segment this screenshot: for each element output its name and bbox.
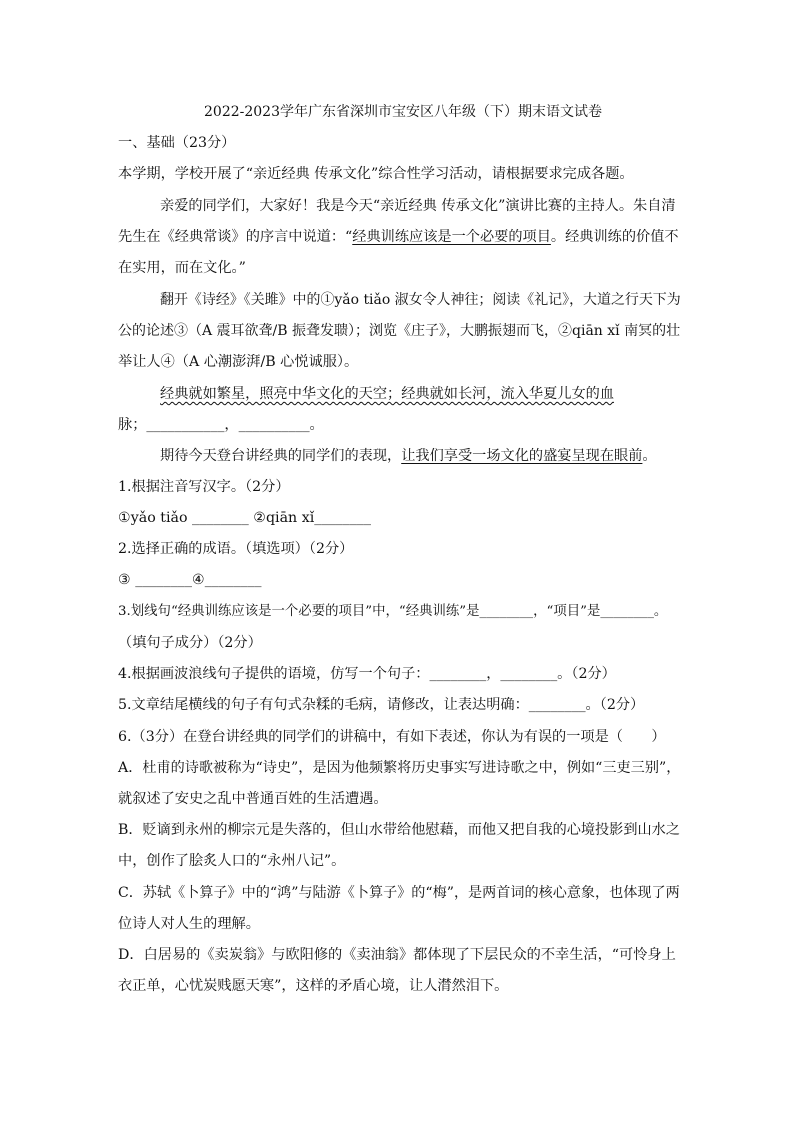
passage-text: 。 [642,448,657,464]
question-1-blanks: ①yǎo tiǎo ________ ②qiān xǐ________ [118,510,371,526]
underlined-sentence: 让我们享受一场文化的盛宴呈现在眼前 [401,448,643,464]
question-3-line2: （填句子成分）（2分） [118,635,262,651]
passage-p3-line2: 脉；___________，__________。 [118,417,324,433]
option-d-line1: D．白居易的《卖炭翁》与欧阳修的《卖油翁》都体现了下层民众的不幸生活，“可怜身上 [118,947,676,963]
passage-p1-line2 [118,227,679,247]
passage-p2-line2: 公的论述③（A 震耳欲聋/B 振聋发聩）；浏览《庄子》，大鹏振翅而飞，②qiān xǐ 南冥的壮 [118,323,681,339]
wavy-underlined-sentence: 经典就如繁星，照亮中华文化的天空；经典就如长河，流入华夏儿女的血 [160,386,615,402]
passage-p1-line1: 亲爱的同学们，大家好！我是今天“亲近经典 传承文化”演讲比赛的主持人。朱自清 [160,198,676,214]
option-d-line2: 衣正单，心忧炭贱愿天寒”，这样的矛盾心境，让人潸然泪下。 [118,978,509,994]
question-4: 4.根据画波浪线句子提供的语境，仿写一个句子：________，________。（2分） [118,666,616,682]
option-c-line1: C．苏轼《卜算子》中的“鸿”与陆游《卜算子》的“梅”，是两首词的核心意象，也体现了两 [118,885,680,901]
passage-p3-line1 [160,384,614,404]
exam-title: 2022-2023学年广东省深圳市宝安区八年级（下）期末语文试卷 [204,104,602,120]
passage-text: 。经典训练的价值不 [550,229,679,245]
section-heading: 一、基础（23分） [118,135,236,151]
question-2: 2.选择正确的成语。（填选项）（2分） [118,541,354,557]
question-2-blanks: ③ ________④________ [118,572,262,588]
passage-p4-line1 [160,446,657,466]
passage-p2-line3: 举让人④（A 心潮澎湃/B 心悦诚服）。 [118,354,359,370]
passage-p1-line3: 在实用，而在文化。” [118,260,246,276]
option-c-line2: 位诗人对人生的理解。 [118,916,260,932]
question-6: 6.（3分）在登台讲经典的同学们的讲稿中，有如下表述，你认为有误的一项是（ ） [118,729,666,745]
passage-text: 先生在《经典常谈》的序言中说道：“ [118,229,353,245]
question-5: 5.文章结尾横线的句子有句式杂糅的毛病，请修改，让表达明确：________。（2分） [118,697,645,713]
option-a-line2: 就叙述了安史之乱中普通百姓的生活遭遇。 [118,791,388,807]
question-1: 1.根据注音写汉字。（2分） [118,479,290,495]
option-b-line2: 中，创作了脍炙人口的“永州八记”。 [118,853,346,869]
intro-text: 本学期，学校开展了“亲近经典 传承文化”综合性学习活动，请根据要求完成各题。 [118,166,634,182]
passage-p2-line1: 翻开《诗经》《关雎》中的①yǎo tiǎo 淑女令人神往；阅读《礼记》，大道之行天下为 [160,292,681,308]
option-a-line1: A．杜甫的诗歌被称为“诗史”，是因为他频繁将历史事实写进诗歌之中，例如“三吏三别”， [118,760,681,776]
passage-text: 期待今天登台讲经典的同学们的表现， [160,448,402,464]
underlined-sentence: 经典训练应该是一个必要的项目 [352,229,551,245]
question-3-line1: 3.划线句“经典训练应该是一个必要的项目”中，“经典训练”是________，“项目”是________。 [118,604,668,619]
option-b-line1: B．贬谪到永州的柳宗元是失落的，但山水带给他慰藉，而他又把自我的心境投影到山水之 [118,822,680,838]
